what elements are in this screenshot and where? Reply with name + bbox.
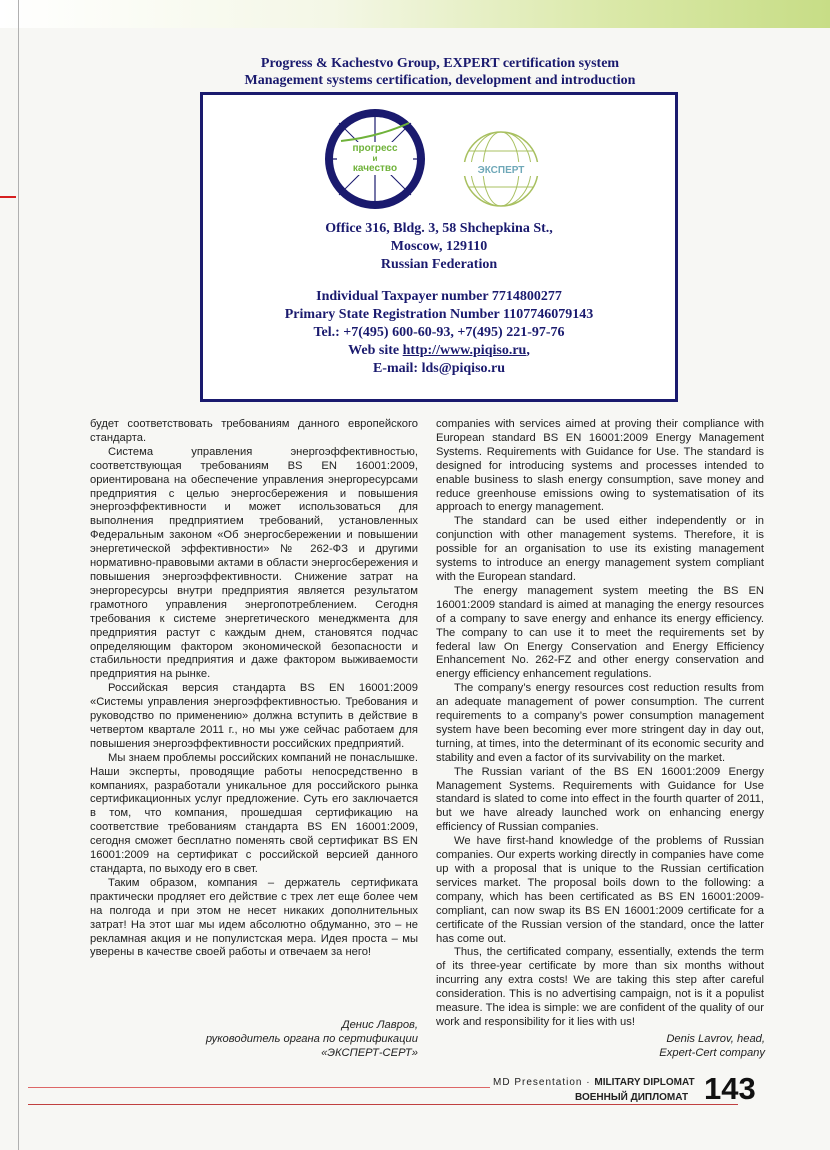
- footer-section-label: MD Presentation: [493, 1077, 583, 1088]
- taxpayer-number: Individual Taxpayer number 7714800277: [316, 289, 562, 304]
- signature-org: Expert-Cert company: [659, 1047, 765, 1059]
- top-color-band: [0, 0, 830, 28]
- ad-heading-line-1: Progress & Kachestvo Group, EXPERT certification system: [260, 56, 620, 71]
- page-number: 143: [704, 1071, 756, 1106]
- footer-rule: [28, 1087, 490, 1088]
- ad-heading-line-2: Management systems certification, development and introduction: [244, 73, 636, 88]
- address-line-3: Russian Federation: [380, 257, 498, 272]
- ad-heading: [200, 55, 680, 89]
- email: E-mail: lds@piqiso.ru: [372, 361, 506, 376]
- right-paragraph: The Russian variant of the BS EN 16001:2009 Energy Management Systems. Requirements with Guidance for Use standard is slated to come into effect in the fourth quarter of 2011, but we have already launched work on enhancing energy efficiency of Russian companies.: [436, 765, 764, 834]
- english-signature: [560, 1032, 765, 1060]
- signature-name: Denis Lavrov, head,: [666, 1033, 765, 1045]
- right-paragraph: Thus, the certificated company, essentially, extends the term of its three-year certificate by more than six months without incurring any extra costs! We are taking this step after careful consideration. This is no advertising campaign, not is it a populist measure. The idea is simple: we are confident of the quality of our work and responsibility for it lies with us!: [436, 946, 764, 1028]
- logo1-word-3: качество: [352, 163, 398, 174]
- magazine-name-en: MILITARY DIPLOMAT: [594, 1077, 695, 1088]
- logo1-word-2: и: [372, 154, 378, 163]
- progress-kachestvo-logo: [323, 107, 427, 211]
- russian-signature: [200, 1018, 418, 1060]
- right-paragraph: The energy management system meeting the BS EN 16001:2009 standard is aimed at managing the energy resources of a company to save energy and enhance its energy efficiency. The company to can use it to meet the requirements set by federal law On Energy Conservation and Energy Efficiency Enhancement No. 262-FZ and other energy conservation and energy efficiency enhancement regulations.: [436, 584, 764, 681]
- footer-section: [493, 1077, 695, 1088]
- advertisement-box: [200, 92, 678, 402]
- registration-number: Primary State Registration Number 1107746079143: [284, 307, 594, 322]
- signature-org: «ЭКСПЕРТ-СЕРТ»: [321, 1047, 418, 1059]
- ad-contact-block: [203, 220, 675, 378]
- russian-text-column: [90, 418, 418, 960]
- left-paragraph: будет соответствовать требованиям данного европейского стандарта.: [90, 418, 418, 444]
- website-line: [203, 342, 675, 360]
- right-paragraph: The standard can be used either independently or in conjunction with other management systems. Therefore, it is possible for an organisation to use its existing management systems to introduce an energy management system compliant with the European standard.: [436, 515, 764, 583]
- page-gutter-line: [18, 0, 19, 1150]
- footer-rule-lower: [28, 1104, 738, 1105]
- left-paragraph: Таким образом, компания – держатель сертификата практически продляет его действие с трех лет еще более чем на полгода и при этом не несет никаких дополнительных затрат! На этот шаг мы идем абсолютно обдуманно, это – не рекламная акция и не популистская мера. Идея проста – мы уверены в качестве своей работы и отвечаем за него!: [90, 876, 418, 959]
- right-paragraph: The company’s energy resources cost reduction results from an adequate management of power consumption. The current requirements to a company’s power consumption management system have been becoming ever more stringent day in day out, turning, at times, into the determinant of its economic security and stability and even a factor of its survivability on the market.: [436, 682, 764, 764]
- address-line-1: Office 316, Bldg. 3, 58 Shchepkina St.,: [325, 221, 553, 236]
- website-suffix: ,: [526, 343, 530, 358]
- english-text-column: [436, 418, 764, 1030]
- right-paragraph: We have first-hand knowledge of the problems of Russian companies. Our experts working directly in companies have come up with a proposal that is unique to the Russian certification services market. The proposal boils down to the following: a company, which has been certificated as BS EN 16001:2009-compliant, can now swap its BS EN 16001:2009 certificate for a certificate of the Russian version of the standard, once the latter has come out.: [436, 835, 764, 945]
- footer-separator: ·: [586, 1077, 591, 1088]
- left-paragraph: Система управления энергоэффективностью, соответствующая требованиям BS EN 16001:2009, ориентирована на обеспечение управления энергоресурсами предприятия с целью энергосбережения и повышения энергоэффективности и может использоваться для выполнения предприятием требований, установленных Федеральным законом «Об энергосбережении и повышении энергетической эффективности» № 262-ФЗ и другими нормативно-правовыми актами в области энергосбережения и повышения энергоэффективности. Снижение затрат на энергоресурсы внутри предприятия является результатом грамотного управления энергопотреблением. Сегодня требования к системе энергетического менеджмента для предприятия растут с каждым днем, становятся подчас определяющим фактором экономической безопасности и стабильности предприятия и даже фактором выживаемости предприятия на рынке.: [90, 445, 418, 681]
- website-link[interactable]: http://www.piqiso.ru: [402, 343, 527, 358]
- telephone: Tel.: +7(495) 600-60-93, +7(495) 221-97-76: [313, 325, 565, 340]
- logo1-word-1: прогресс: [352, 143, 398, 154]
- website-label: Web site: [348, 343, 403, 358]
- right-paragraph: companies with services aimed at proving their compliance with European standard BS EN 16001:2009 Energy Management Systems. Requirements with Guidance for Use. The standard is designed for introducing systems and processes intended to enable business to slash energy consumption, save money and reduce greenhouse emissions owing to systematisation of its approach to energy management.: [436, 418, 764, 514]
- magazine-name-ru: ВОЕННЫЙ ДИПЛОМАТ: [575, 1092, 689, 1103]
- signature-name: Денис Лавров,: [341, 1019, 418, 1031]
- signature-title: руководитель органа по сертификации: [205, 1033, 418, 1045]
- address-line-2: Moscow, 129110: [390, 239, 488, 254]
- left-paragraph: Российская версия стандарта BS EN 16001:2009 «Системы управления энергоэффективностью. Требования и руководство по применению» должна вступить в действие в четвертом квартале 2011 г., но мы уже сейчас работаем для повышения энергоэффективности российских предприятий.: [90, 682, 418, 750]
- left-paragraph: Мы знаем проблемы российских компаний не понаслышке. Наши эксперты, проводящие работы непосредственно в компаниях, разработали уникальное для российского рынка сертификационных услуг предложение. Суть его заключается в том, что компания, прошедшая сертификацию на соответствие требованиям стандарта BS EN 16001:2009, сегодня сможет бесплатно поменять свой сертификат BS EN 16001:2009 на сертификат с российской версией данного стандарта, по выходу его в свет.: [90, 751, 418, 875]
- logo2-word: ЭКСПЕРТ: [477, 165, 525, 176]
- expert-globe-logo: [461, 129, 541, 209]
- red-margin-mark: [0, 196, 16, 198]
